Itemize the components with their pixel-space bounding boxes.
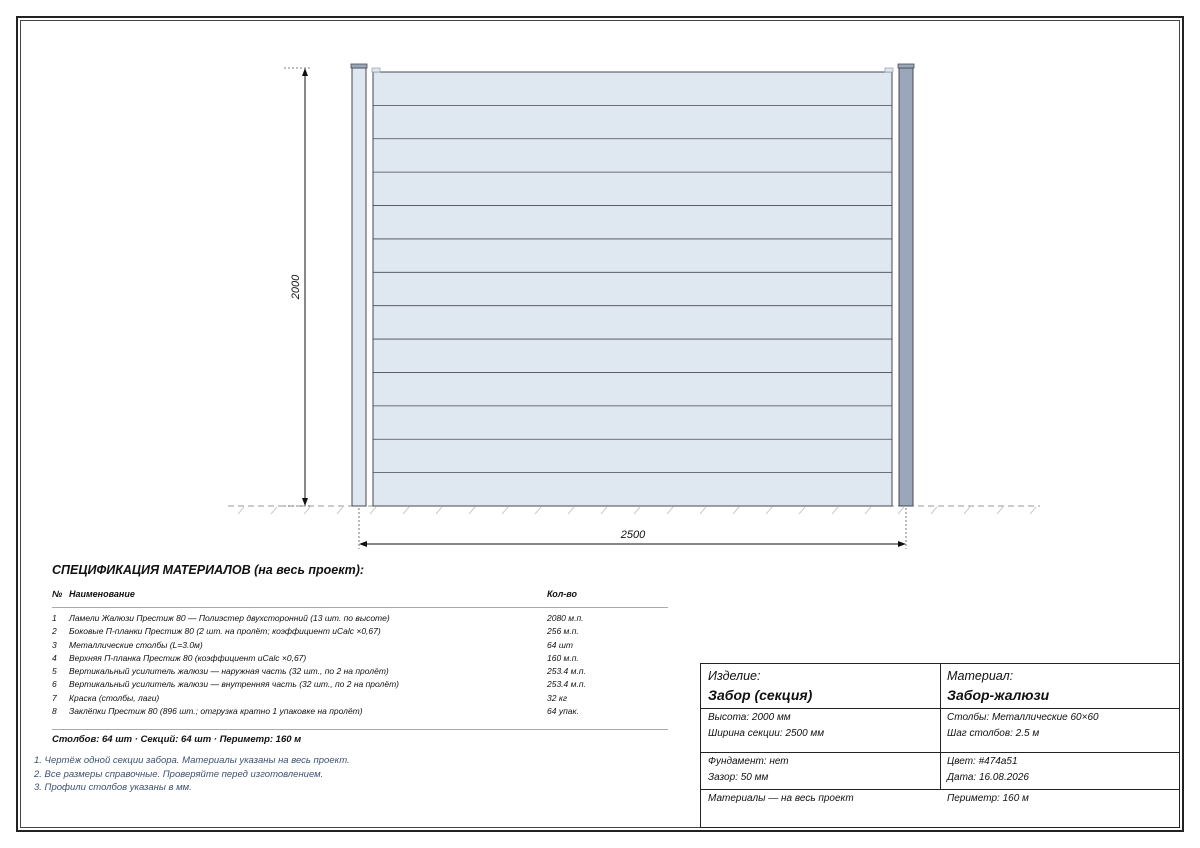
title-block-foundation: [708, 754, 789, 786]
ground-hatch-stroke: [634, 507, 640, 514]
foundation-value: Фундамент: нет: [708, 756, 789, 767]
spec-header-name: Наименование: [69, 589, 135, 599]
spec-row-name: Боковые П-планки Престиж 80 (2 шт. на пролёт; коэффициент uCalc ×0,67): [69, 626, 381, 637]
spec-row-qty: 64 упак.: [547, 706, 579, 717]
ground-hatch-stroke: [997, 507, 1003, 514]
post-right-cap: [898, 64, 914, 68]
height-dim-label: 2000: [290, 274, 302, 300]
top-cap-left: [372, 68, 380, 72]
ground-hatch-stroke: [568, 507, 574, 514]
width-dim-label: 2500: [620, 529, 646, 541]
spec-title: СПЕЦИФИКАЦИЯ МАТЕРИАЛОВ (на весь проект):: [52, 563, 365, 577]
drawing-notes: [34, 754, 350, 795]
ground-hatch-stroke: [403, 507, 409, 514]
spec-header: [52, 589, 668, 608]
ground-hatch-stroke: [865, 507, 871, 514]
ground-hatch-stroke: [898, 507, 904, 514]
ground-hatch-stroke: [535, 507, 541, 514]
spec-row-num: 7: [52, 692, 57, 703]
ground-hatch-stroke: [964, 507, 970, 514]
ground-hatch-stroke: [271, 507, 277, 514]
spec-row-qty: 64 шт: [547, 639, 573, 650]
title-block-material: [947, 668, 1049, 703]
spec-row: [52, 652, 668, 665]
top-cap-right: [885, 68, 893, 72]
spec-row-name: Верхняя П-планка Престиж 80 (коэффициент uCalc ×0,67): [69, 652, 307, 663]
note-item: 2. Все размеры справочные. Проверяйте перед изготовлением.: [34, 768, 324, 780]
spec-rows: [52, 612, 668, 718]
spec-row-name: Краска (столбы, лаги): [69, 692, 160, 703]
spec-row-qty: 160 м.п.: [547, 652, 579, 663]
ground-hatch: [238, 507, 1036, 514]
title-block-product: [708, 668, 812, 703]
height-dim-arrow-top: [302, 68, 308, 76]
ground-hatch-stroke: [436, 507, 442, 514]
title-block: [700, 663, 1180, 828]
title-block-divider: [701, 752, 1179, 753]
gap-value: Зазор: 50 мм: [708, 772, 769, 783]
spec-row-qty: 253.4 м.п.: [547, 666, 586, 677]
title-block-divider: [940, 664, 941, 789]
title-block-posts: [947, 710, 1099, 742]
spec-row-num: 5: [52, 666, 57, 677]
ground-hatch-stroke: [502, 507, 508, 514]
spec-total: Столбов: 64 шт · Секций: 64 шт · Периметр: 160 м: [52, 729, 668, 745]
height-dim-arrow-bottom: [302, 498, 308, 506]
spec-row-name: Металлические столбы (L=3.0м): [69, 639, 203, 650]
spec-row: [52, 639, 668, 652]
spec-row-name: Вертикальный усилитель жалюзи — наружная часть (32 шт., по 2 на пролёт): [69, 666, 389, 677]
spec-row: [52, 625, 668, 638]
fence-panel: [373, 72, 892, 506]
ground-hatch-stroke: [931, 507, 937, 514]
spec-row: [52, 678, 668, 691]
ground-hatch-stroke: [667, 507, 673, 514]
ground-hatch-stroke: [733, 507, 739, 514]
ground-hatch-stroke: [700, 507, 706, 514]
materials-scope: Материалы — на весь проект: [708, 793, 854, 804]
ground-hatch-stroke: [304, 507, 310, 514]
date-value: Дата: 16.08.2026: [947, 772, 1029, 783]
material-label: Материал:: [947, 669, 1014, 683]
spec-row-name: Заклёпки Престиж 80 (896 шт.; отгрузка кратно 1 упаковке на пролёт): [69, 706, 363, 717]
color-value: Цвет: #474a51: [947, 756, 1018, 767]
spec-row-qty: 256 м.п.: [547, 626, 579, 637]
section-width-value: Ширина секции: 2500 мм: [708, 728, 825, 739]
spec-row-num: 8: [52, 706, 57, 717]
product-label: Изделие:: [708, 669, 761, 683]
height-value: Высота: 2000 мм: [708, 712, 791, 723]
width-dim-arrow-left: [359, 541, 367, 547]
ground-hatch-stroke: [238, 507, 244, 514]
ground-hatch-stroke: [370, 507, 376, 514]
spec-header-qty: Кол-во: [547, 589, 577, 599]
perimeter-value: Периметр: 160 м: [947, 793, 1029, 804]
ground-hatch-stroke: [832, 507, 838, 514]
spec-row: [52, 665, 668, 678]
post-left-cap: [351, 64, 367, 68]
title-block-divider: [701, 708, 1179, 709]
spec-row: [52, 692, 668, 705]
post-left: [352, 68, 366, 506]
spec-header-num: №: [52, 589, 63, 599]
post-step-value: Шаг столбов: 2.5 м: [947, 728, 1040, 739]
title-block-color-date: [947, 754, 1029, 786]
spec-row-num: 2: [52, 626, 57, 637]
spec-row: [52, 612, 668, 625]
spec-row-num: 3: [52, 639, 57, 650]
spec-row-name: Ламели Жалюзи Престиж 80 — Полиэстер двухсторонний (13 шт. по высоте): [69, 613, 390, 623]
ground-hatch-stroke: [799, 507, 805, 514]
note-item: 1. Чертёж одной секции забора. Материалы указаны на весь проект.: [34, 755, 350, 766]
ground-hatch-stroke: [337, 507, 343, 514]
material-value: Забор-жалюзи: [947, 687, 1050, 703]
spec-row-num: 4: [52, 652, 57, 663]
spec-row-qty: 32 кг: [547, 692, 568, 703]
ground-hatch-stroke: [601, 507, 607, 514]
ground-hatch-stroke: [469, 507, 475, 514]
product-value: Забор (секция): [708, 687, 813, 703]
posts-value: Столбы: Металлические 60×60: [947, 712, 1099, 723]
ground-hatch-stroke: [766, 507, 772, 514]
ground-hatch-stroke: [1030, 507, 1036, 514]
spec-row-name: Вертикальный усилитель жалюзи — внутренняя часть (32 шт., по 2 на пролёт): [69, 679, 399, 690]
spec-row-qty: 253.4 м.п.: [547, 679, 586, 690]
width-dim-arrow-right: [898, 541, 906, 547]
spec-row: [52, 705, 668, 718]
note-item: 3. Профили столбов указаны в мм.: [34, 782, 192, 793]
spec-row-qty: 2080 м.п.: [547, 613, 584, 623]
spec-row-num: 6: [52, 679, 57, 690]
materials-spec: [52, 563, 668, 745]
spec-row-num: 1: [52, 613, 57, 623]
title-block-dimensions: [708, 710, 824, 742]
post-right: [899, 68, 913, 506]
title-block-divider: [701, 789, 1179, 790]
